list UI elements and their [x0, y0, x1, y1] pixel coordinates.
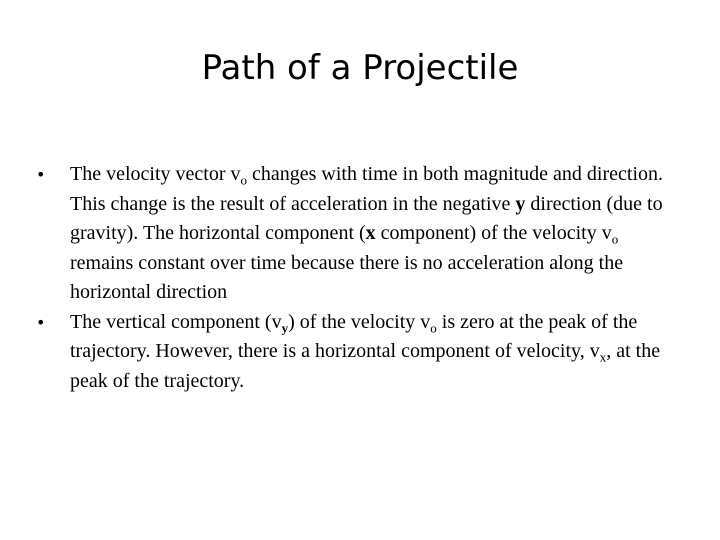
bullet-item	[36, 160, 676, 308]
text-run: direction (due to gravity). The horizontal component (	[70, 192, 663, 244]
bold-text: y	[515, 192, 526, 215]
text-run: changes with time in both magnitude and direction. This change is the result of acceleration in the negative	[70, 163, 664, 215]
bullet-item	[36, 308, 676, 397]
text-run: , at the peak of the trajectory.	[70, 340, 661, 392]
bullet-icon: •	[36, 165, 46, 184]
slide-title: Path of a Projectile	[201, 48, 519, 88]
subscript-text: x	[599, 349, 607, 365]
text-run: The velocity vector v	[70, 163, 241, 185]
subscript-text: o	[240, 172, 247, 188]
subscript-text: o	[430, 320, 437, 336]
subscript-text: y	[281, 320, 289, 336]
text-run: component) of the velocity v	[375, 222, 612, 244]
bullet-text	[70, 163, 663, 303]
subscript-text: o	[611, 231, 619, 247]
text-run: remains constant over time because there is no acceleration along the horizontal direction	[70, 251, 624, 303]
bullet-icon: •	[36, 312, 46, 332]
text-run: ) of the velocity v	[288, 310, 431, 333]
text-run: is zero at the peak of the trajectory. However, there is a horizontal component of velocity, v	[70, 310, 638, 362]
bullet-list	[36, 160, 676, 396]
bullet-text	[70, 311, 660, 392]
bold-text: x	[365, 222, 376, 244]
text-run: The vertical component (v	[70, 310, 282, 333]
